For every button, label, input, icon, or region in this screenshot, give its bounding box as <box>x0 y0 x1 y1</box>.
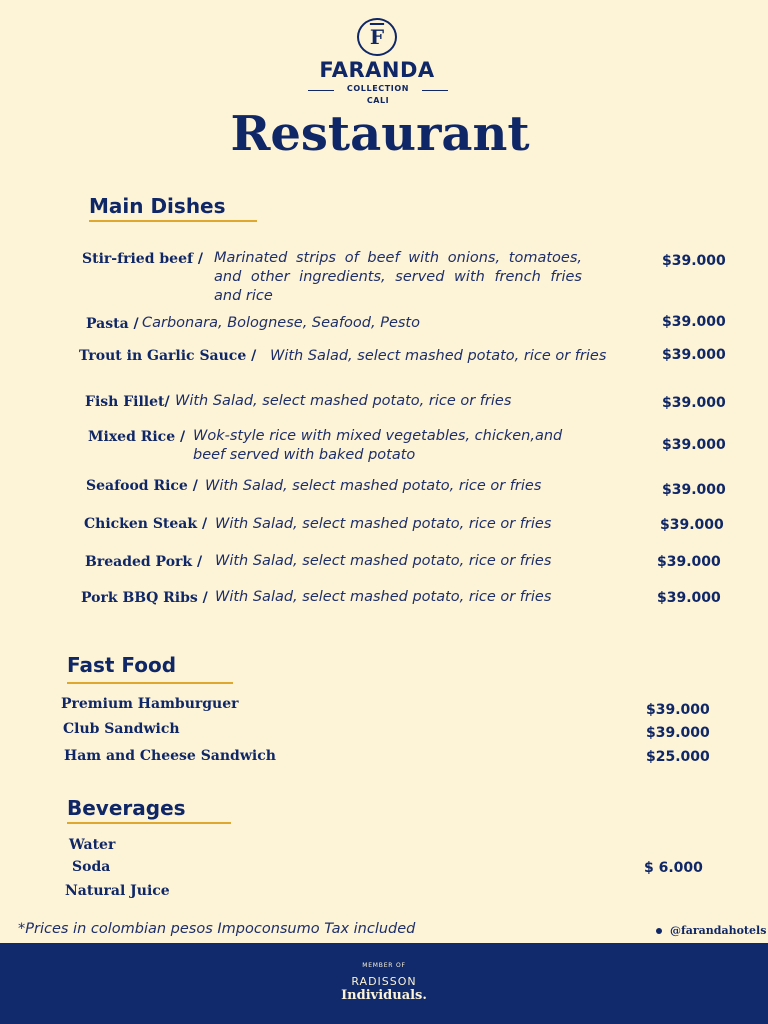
section-title-beverages: Beverages <box>67 796 186 820</box>
beverage-item: Natural Juice <box>65 883 170 899</box>
social-handle-text: @farandahotels <box>670 924 767 937</box>
beverage-item: Soda <box>72 859 111 875</box>
dish-price: $39.000 <box>646 725 710 741</box>
section-title-main-dishes: Main Dishes <box>89 194 226 218</box>
dish-price: $39.000 <box>660 517 724 533</box>
dish-name: Fish Fillet/ <box>85 394 170 410</box>
beverages-price: $ 6.000 <box>644 860 703 876</box>
dish-description: With Salad, select mashed potato, rice or fries <box>205 478 542 494</box>
dish-price: $39.000 <box>662 314 726 330</box>
individuals-label: Individuals. <box>341 988 427 1003</box>
logo-emblem <box>357 18 397 56</box>
section-underline <box>67 822 231 824</box>
collection-label: COLLECTION <box>346 84 410 93</box>
dish-description: Wok-style rice with mixed vegetables, chicken,and beef served with baked potato <box>193 428 563 463</box>
dish-description: With Salad, select mashed potato, rice or fries <box>270 348 607 364</box>
dish-name: Stir-fried beef / <box>82 251 203 267</box>
dish-name: Breaded Pork / <box>85 554 203 570</box>
dish-description: With Salad, select mashed potato, rice or fries <box>215 589 552 605</box>
dish-description: Marinated strips of beef with onions, tomatoes, and other ingredients, served with french fries and rice <box>214 250 582 304</box>
dish-name: Chicken Steak / <box>84 516 208 532</box>
collection-row <box>308 84 448 96</box>
dish-price: $39.000 <box>662 482 726 498</box>
dish-name: Mixed Rice / <box>88 429 186 445</box>
dish-price: $39.000 <box>662 395 726 411</box>
dish-price: $39.000 <box>646 702 710 718</box>
dish-description: With Salad, select mashed potato, rice or fries <box>175 393 512 409</box>
radisson-label: RADISSON <box>351 975 417 988</box>
dish-description: With Salad, select mashed potato, rice or fries <box>215 516 552 532</box>
section-title-fast-food: Fast Food <box>67 653 177 677</box>
dish-name: Pasta / <box>86 316 139 332</box>
member-of-label: MEMBER OF <box>362 962 406 969</box>
dish-price: $39.000 <box>657 590 721 606</box>
dish-name: Pork BBQ Ribs / <box>81 590 208 606</box>
dish-name: Trout in Garlic Sauce / <box>79 348 257 364</box>
dish-price: $25.000 <box>646 749 710 765</box>
footer-band <box>0 943 768 1024</box>
section-underline <box>89 220 257 222</box>
city-label: CALI <box>366 96 390 105</box>
dish-price: $39.000 <box>662 253 726 269</box>
dish-description: Carbonara, Bolognese, Seafood, Pesto <box>142 315 420 331</box>
dish-name: Club Sandwich <box>63 721 180 737</box>
page-title: Restaurant <box>230 106 530 162</box>
social-handle[interactable] <box>656 924 766 937</box>
dish-name: Premium Hamburguer <box>61 696 239 712</box>
bullet-icon <box>656 928 662 934</box>
tax-note: *Prices in colombian pesos Impoconsumo Tax included <box>18 921 416 937</box>
dish-price: $39.000 <box>662 437 726 453</box>
dish-price: $39.000 <box>662 347 726 363</box>
dish-name: Seafood Rice / <box>86 478 198 494</box>
dish-price: $39.000 <box>657 554 721 570</box>
divider-line <box>422 90 448 91</box>
dish-description: With Salad, select mashed potato, rice or fries <box>215 553 552 569</box>
section-underline <box>67 682 233 684</box>
beverage-item: Water <box>69 837 116 853</box>
dish-name: Ham and Cheese Sandwich <box>64 748 276 764</box>
logo-letter: $\overline{F}$ <box>369 25 385 49</box>
brand-name: FARANDA <box>319 58 435 82</box>
